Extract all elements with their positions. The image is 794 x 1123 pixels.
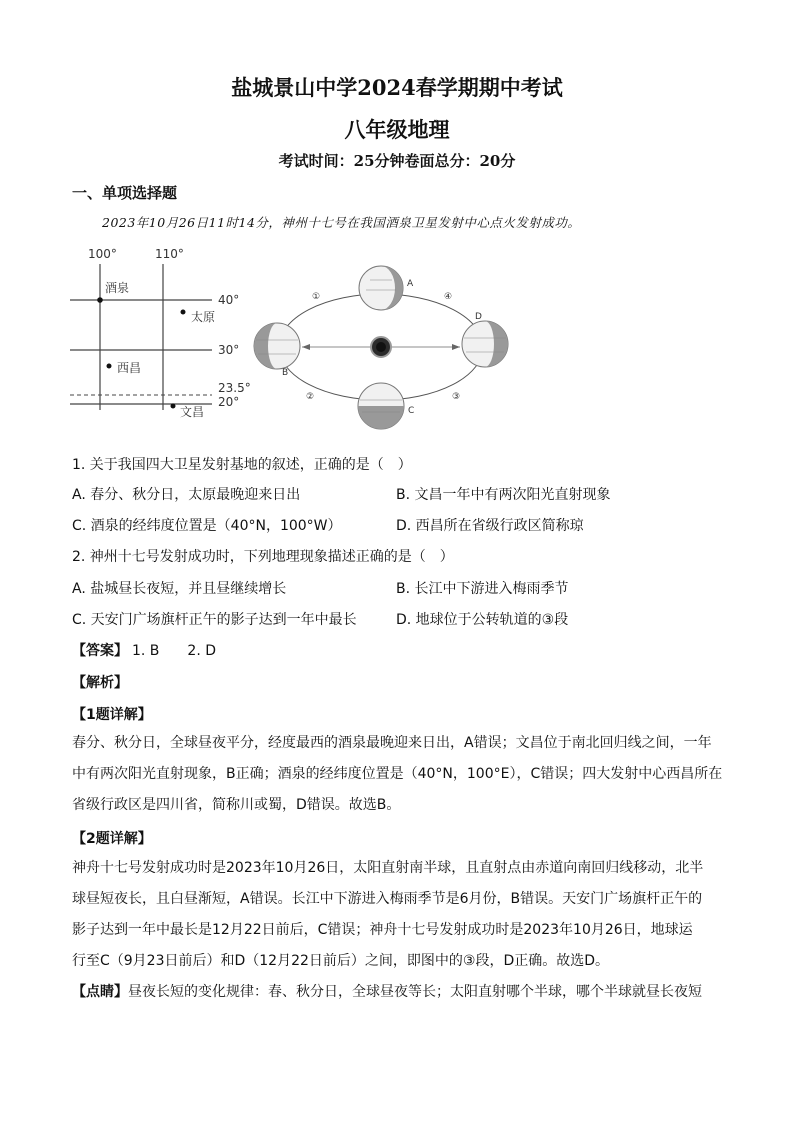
answer-value: 1. B 2. D <box>132 643 216 659</box>
lat-30-label: 30° <box>218 343 240 357</box>
question-1-option-c: C. 酒泉的经纬度位置是（40°N，100°W） <box>72 518 342 534</box>
detail-1-text <box>72 728 724 821</box>
xichang-label: 西昌 <box>117 361 142 375</box>
wenchang-label: 文昌 <box>180 405 205 419</box>
exam-subject: 八年级地理 <box>344 117 450 142</box>
earth-c-icon <box>358 383 404 429</box>
earth-d-icon <box>462 321 508 367</box>
axis-arrow-right <box>452 344 460 350</box>
question-1-option-d: D. 西昌所在省级行政区简称琼 <box>396 518 584 534</box>
orbit-label-a: A <box>407 279 414 289</box>
earth-orbit-diagram <box>254 266 508 429</box>
segment-2-label: ② <box>306 392 315 402</box>
detail-1-line-3: 省级行政区是四川省，简称川或蜀，D错误。故选B。 <box>72 797 401 813</box>
earth-b-icon <box>254 323 300 369</box>
tip-line <box>72 977 724 1008</box>
tip-label: 【点睛】 <box>72 984 128 1000</box>
lon-110-label: 110° <box>155 247 184 261</box>
question-intro: 2023年10月26日11时14分，神州十七号在我国酒泉卫星发射中心点火发射成功。 <box>102 215 581 230</box>
lat-20-label: 20° <box>218 395 240 409</box>
jiuquan-dot <box>97 297 103 303</box>
orbit-label-c: C <box>408 406 415 416</box>
detail-2-line-1: 神舟十七号发射成功时是2023年10月26日，太阳直射南半球，且直射点由赤道向南回归线移动，北半 <box>72 860 704 876</box>
detail-2-label: 【2题详解】 <box>72 831 152 847</box>
question-1-option-b: B. 文昌一年中有两次阳光直射现象 <box>396 487 611 503</box>
detail-2-text <box>72 853 724 977</box>
detail-2-line-3: 影子达到一年中最长是12月22日前后，C错误；神舟十七号发射成功时是2023年10月26日，地球运 <box>72 922 693 938</box>
question-2-option-a: A. 盐城昼长夜短，并且昼继续增长 <box>72 581 287 597</box>
lon-100-label: 100° <box>88 247 117 261</box>
taiyuan-label: 太原 <box>191 310 216 324</box>
lat-23-label: 23.5° <box>218 381 251 395</box>
exam-info: 考试时间：25分钟卷面总分：20分 <box>278 152 516 170</box>
jiuquan-label: 酒泉 <box>105 281 130 295</box>
launch-site-map <box>70 247 251 419</box>
detail-1-label: 【1题详解】 <box>72 707 152 723</box>
question-1-option-a: A. 春分、秋分日，太原最晚迎来日出 <box>72 487 301 503</box>
axis-arrow-left <box>302 344 310 350</box>
wenchang-dot <box>171 404 176 409</box>
segment-3-label: ③ <box>452 392 461 402</box>
detail-1-line-1: 春分、秋分日，全球昼夜平分，经度最西的酒泉最晚迎来日出，A错误；文昌位于南北回归线之间，一年 <box>72 735 712 751</box>
xichang-dot <box>107 364 112 369</box>
answer-label: 【答案】 <box>72 643 128 659</box>
earth-a-icon <box>359 266 403 310</box>
taiyuan-dot <box>181 310 186 315</box>
exam-title: 盐城景山中学2024春学期期中考试 <box>231 75 563 100</box>
question-1-stem: 1. 关于我国四大卫星发射基地的叙述，正确的是（ ） <box>72 457 412 473</box>
question-2-option-b: B. 长江中下游进入梅雨季节 <box>396 581 569 597</box>
question-2-option-d: D. 地球位于公转轨道的③段 <box>396 612 569 628</box>
section-heading: 一、单项选择题 <box>72 184 178 202</box>
detail-2-line-4: 行至C（9月23日前后）和D（12月22日前后）之间，即图中的③段，D正确。故选D。 <box>72 953 610 969</box>
figure <box>70 240 530 440</box>
tip-text: 昼夜长短的变化规律：春、秋分日，全球昼夜等长；太阳直射哪个半球，哪个半球就昼长夜短 <box>128 984 702 1000</box>
detail-1-line-2: 中有两次阳光直射现象，B正确；酒泉的经纬度位置是（40°N，100°E），C错误；四大发射中心西昌所在 <box>72 766 723 782</box>
analysis-label: 【解析】 <box>72 675 128 691</box>
orbit-label-b: B <box>282 368 289 378</box>
segment-4-label: ④ <box>444 292 453 302</box>
detail-2-line-2: 球昼短夜长，且白昼渐短，A错误。长江中下游进入梅雨季节是6月份，B错误。天安门广场旗杆正午的 <box>72 891 703 907</box>
question-2-option-c: C. 天安门广场旗杆正午的影子达到一年中最长 <box>72 612 357 628</box>
question-2-stem: 2. 神州十七号发射成功时，下列地理现象描述正确的是（ ） <box>72 549 454 565</box>
segment-1-label: ① <box>312 292 321 302</box>
lat-40-label: 40° <box>218 293 240 307</box>
answer-line <box>72 640 216 660</box>
orbit-label-d: D <box>475 312 482 322</box>
